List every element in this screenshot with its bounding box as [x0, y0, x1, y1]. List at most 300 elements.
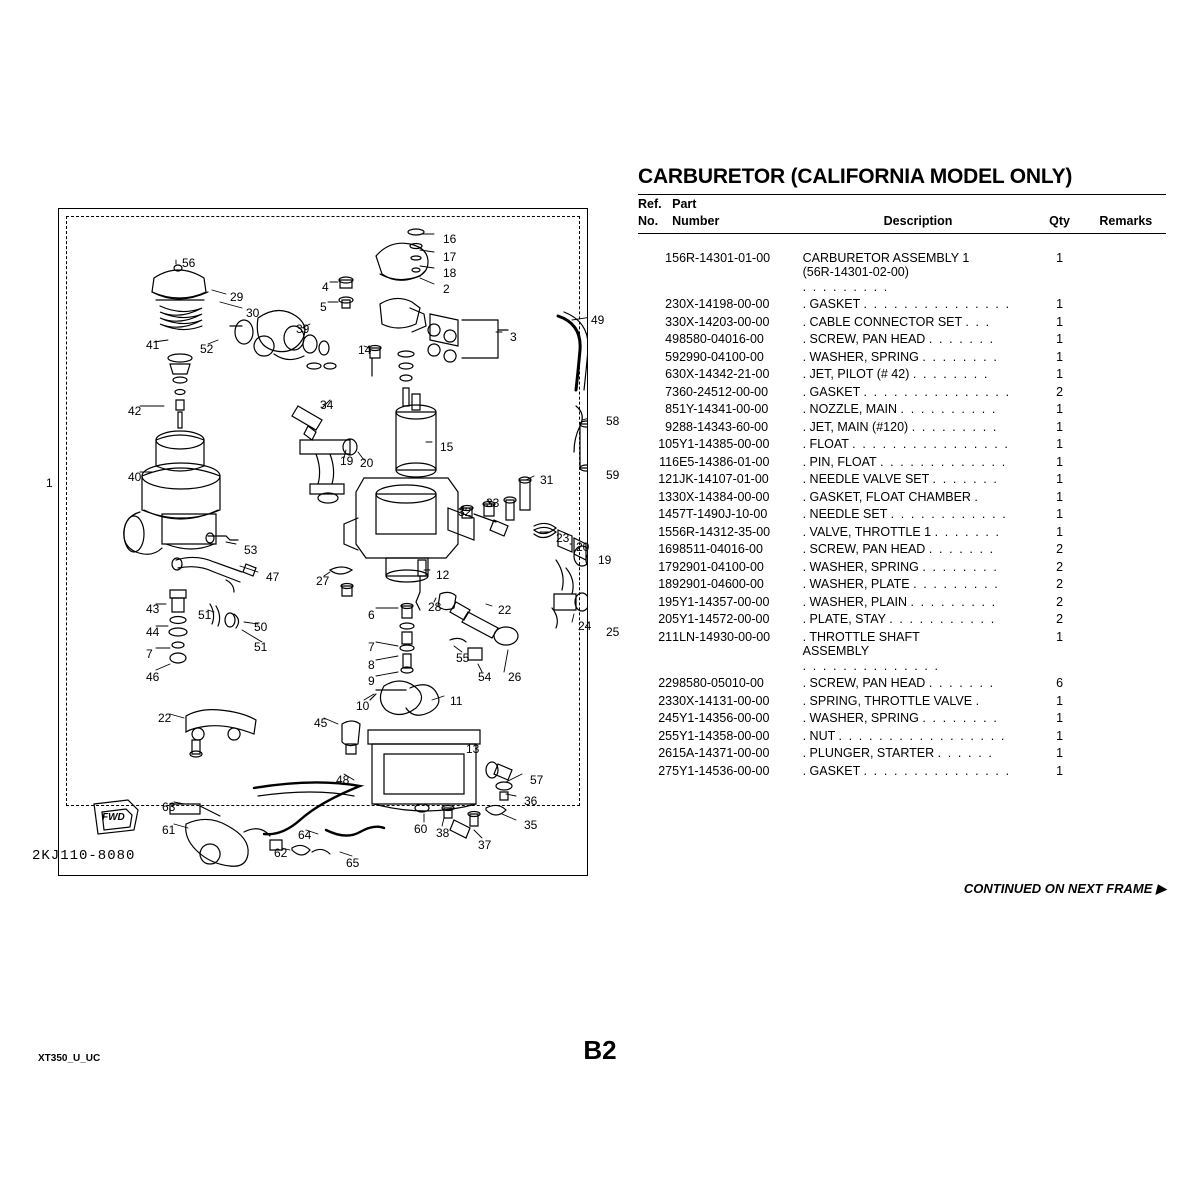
callout-number: 18 — [443, 266, 457, 280]
callout-number: 50 — [254, 620, 268, 634]
row-desc-text: . GASKET, FLOAT CHAMBER — [802, 489, 971, 504]
callout-number: 10 — [356, 699, 370, 713]
table-row — [638, 249, 1166, 296]
callout-number: 33 — [486, 496, 500, 510]
callout-number: 34 — [320, 398, 334, 412]
row-ref: 3 — [665, 314, 673, 329]
row-remarks — [1086, 366, 1166, 384]
callout-number: 32 — [458, 505, 472, 519]
row-ref: 15 — [658, 524, 673, 539]
callout-number: 24 — [578, 619, 592, 633]
table-row — [638, 488, 1166, 506]
callout-number: 44 — [146, 625, 160, 639]
row-ref: 14 — [658, 507, 673, 521]
row-part-number: 30X-14342-21-00 — [672, 367, 770, 381]
row-desc-text: . FLOAT — [802, 437, 849, 451]
parts-diagram — [32, 208, 620, 876]
parts-table-body — [638, 234, 1166, 780]
row-qty: 1 — [1056, 332, 1064, 346]
callout-number: 11 — [450, 694, 463, 708]
callout-number: 31 — [540, 473, 554, 487]
row-ref: 12 — [658, 472, 673, 486]
row-remarks — [1086, 727, 1166, 745]
row-dots: . . . . . . . . . . . . . — [879, 454, 1007, 469]
row-desc-text: . JET, MAIN (#120) — [802, 419, 909, 434]
callout-number: 65 — [346, 856, 360, 870]
row-part-number: 5Y1-14358-00-00 — [672, 728, 770, 743]
callout-number: 5 — [320, 300, 327, 314]
table-row — [638, 506, 1166, 524]
callout-number: 59 — [606, 468, 620, 482]
row-qty: 1 — [1056, 250, 1064, 265]
row-remarks — [1086, 453, 1166, 471]
callout-number: 43 — [146, 602, 160, 616]
row-dots: . . . . . . . . . . . . . . . — [863, 763, 1011, 778]
row-remarks — [1086, 418, 1166, 436]
row-part-number: 6E5-14386-01-00 — [672, 454, 770, 469]
row-description — [803, 348, 1034, 366]
table-row — [638, 523, 1166, 541]
row-part-number: 30X-14198-00-00 — [672, 297, 770, 311]
row-qty: 1 — [1056, 728, 1064, 743]
header-part-line1: Part — [672, 196, 697, 211]
row-remarks — [1086, 558, 1166, 576]
row-remarks — [1086, 348, 1166, 366]
table-row — [638, 710, 1166, 728]
callout-number: 13 — [466, 742, 480, 756]
row-ref: 24 — [658, 711, 673, 725]
callout-number: 15 — [440, 440, 454, 454]
row-ref: 1 — [665, 250, 673, 265]
callout-number: 56 — [182, 256, 196, 270]
row-ref: 16 — [658, 542, 673, 556]
row-part-number: 56R-14301-01-00 — [672, 250, 771, 265]
row-description — [803, 436, 1034, 454]
row-desc-text: . THROTTLE SHAFT — [802, 629, 920, 644]
callout-number: 27 — [316, 574, 330, 588]
callout-number: 16 — [443, 232, 457, 246]
row-ref: 8 — [665, 402, 673, 416]
row-description — [803, 313, 1034, 331]
row-description — [803, 727, 1034, 745]
callout-number: 9 — [368, 674, 375, 688]
row-desc-text: . JET, PILOT (# 42) — [802, 367, 910, 381]
callout-number: 19 — [340, 454, 354, 468]
row-remarks — [1086, 541, 1166, 559]
row-dots: . . . . . . . . . . . . . . . . — [852, 437, 1010, 451]
table-row — [638, 675, 1166, 693]
row-qty: 1 — [1056, 763, 1064, 778]
table-row — [638, 418, 1166, 436]
row-dots: . . . . . . . . — [912, 367, 989, 381]
callout-number: 51 — [198, 608, 212, 622]
row-remarks — [1086, 745, 1166, 763]
row-qty: 1 — [1056, 693, 1064, 708]
callout-number: 52 — [200, 342, 214, 356]
row-dots: . . . . . . . . . . . . . . — [802, 658, 940, 673]
table-row — [638, 331, 1166, 349]
row-qty: 6 — [1056, 676, 1064, 690]
row-dots: . . . . . . . . — [922, 559, 999, 574]
row-description — [803, 762, 1034, 780]
row-ref: 23 — [658, 693, 673, 708]
row-part-number: 57T-1490J-10-00 — [672, 507, 768, 521]
row-part-number: 98580-04016-00 — [672, 332, 764, 346]
callout-number: 20 — [360, 456, 374, 470]
row-part-number: 92990-04100-00 — [672, 349, 764, 364]
row-dots: . . . . . . . . — [922, 711, 999, 725]
row-remarks — [1086, 576, 1166, 594]
row-qty: 1 — [1056, 472, 1064, 486]
header-qty: Qty — [1049, 214, 1070, 228]
page-code: XT350_U_UC — [38, 1053, 101, 1064]
row-remarks — [1086, 593, 1166, 611]
callout-number: 46 — [146, 670, 160, 684]
row-dots: . . . . . . . . . . . . . . . . . — [838, 728, 1006, 743]
row-part-number: 288-14343-60-00 — [672, 419, 769, 434]
row-dots: . . . — [965, 314, 991, 329]
header-ref-line1: Ref. — [638, 196, 662, 211]
row-remarks — [1086, 471, 1166, 489]
row-dots: . . . . . . . — [928, 542, 995, 556]
table-row — [638, 436, 1166, 454]
callout-number: 58 — [606, 414, 620, 428]
callout-number: 51 — [254, 640, 268, 654]
row-description — [803, 296, 1034, 314]
row-ref: 25 — [658, 728, 673, 743]
row-ref: 2 — [665, 297, 673, 311]
callout-number: 1 — [46, 476, 53, 490]
row-remarks — [1086, 383, 1166, 401]
row-ref: 21 — [658, 629, 673, 644]
row-description — [803, 488, 1034, 506]
row-ref: 11 — [659, 454, 673, 469]
row-desc-text: . PIN, FLOAT — [802, 454, 877, 469]
row-description — [803, 471, 1034, 489]
row-ref: 6 — [665, 367, 673, 381]
row-remarks — [1086, 401, 1166, 419]
table-row — [638, 692, 1166, 710]
row-part-number: 15A-14371-00-00 — [672, 746, 770, 760]
row-ref: 22 — [658, 676, 673, 690]
table-row — [638, 296, 1166, 314]
callout-number: 60 — [414, 822, 428, 836]
callout-number: 12 — [436, 568, 450, 582]
table-row — [638, 471, 1166, 489]
row-qty: 1 — [1056, 746, 1064, 760]
callout-number: 62 — [274, 846, 288, 860]
row-description — [803, 710, 1034, 728]
callout-number: 38 — [436, 826, 450, 840]
row-part-number: 1JK-14107-01-00 — [672, 472, 769, 486]
row-desc-text: . WASHER, SPRING — [802, 711, 919, 725]
row-dots: . — [975, 693, 981, 708]
row-qty: 1 — [1056, 437, 1064, 451]
row-qty: 2 — [1056, 594, 1064, 609]
callout-number: 6 — [368, 608, 375, 622]
row-part-number: 1LN-14930-00-00 — [672, 629, 771, 644]
row-qty: 1 — [1056, 489, 1064, 504]
row-part-number: 98511-04016-00 — [672, 542, 763, 556]
row-qty: 1 — [1056, 524, 1064, 539]
row-desc-text: . SCREW, PAN HEAD — [802, 332, 926, 346]
table-row — [638, 401, 1166, 419]
row-desc-text: . WASHER, SPRING — [802, 349, 919, 364]
row-description — [803, 558, 1034, 576]
row-ref: 10 — [658, 437, 673, 451]
row-desc-text: . CABLE CONNECTOR SET — [802, 314, 962, 329]
row-desc-text: . NOZZLE, MAIN — [802, 402, 898, 416]
row-ref: 4 — [665, 332, 673, 346]
table-row — [638, 762, 1166, 780]
parts-list-panel — [638, 165, 1198, 780]
row-part-number: 51Y-14341-00-00 — [672, 402, 769, 416]
row-desc-text: . WASHER, PLATE — [802, 577, 910, 591]
row-description — [803, 418, 1034, 436]
callout-number: 28 — [428, 600, 442, 614]
row-qty: 1 — [1056, 507, 1064, 521]
row-remarks — [1086, 506, 1166, 524]
row-description — [803, 593, 1034, 611]
row-dots: . . . . . . . . . . . — [889, 612, 996, 626]
row-dots: . . . . . . . . . — [911, 419, 998, 434]
table-row — [638, 453, 1166, 471]
row-qty: 2 — [1056, 612, 1064, 626]
row-description — [803, 366, 1034, 384]
table-header — [638, 195, 1166, 230]
row-qty: 1 — [1056, 367, 1064, 381]
callout-number: 41 — [146, 338, 160, 352]
callout-number: 2 — [443, 282, 450, 296]
callout-number: 39 — [296, 322, 310, 336]
row-description — [803, 541, 1034, 559]
callout-number: 23 — [556, 531, 570, 545]
row-desc-text: . PLATE, STAY — [802, 612, 886, 626]
row-qty: 1 — [1056, 297, 1064, 311]
row-ref: 17 — [658, 559, 673, 574]
row-remarks — [1086, 249, 1166, 296]
callout-number: 36 — [524, 794, 538, 808]
row-ref: 20 — [658, 612, 673, 626]
row-description — [803, 383, 1034, 401]
row-desc-text: . GASKET — [802, 384, 861, 399]
row-description — [803, 453, 1034, 471]
table-row — [638, 576, 1166, 594]
callout-number: 35 — [524, 818, 538, 832]
row-qty: 2 — [1056, 542, 1064, 556]
row-qty: 1 — [1056, 711, 1064, 725]
row-description — [803, 745, 1034, 763]
row-part-number: 5Y1-14356-00-00 — [672, 711, 770, 725]
row-description — [803, 401, 1034, 419]
page-number: B2 — [583, 1035, 617, 1065]
row-remarks — [1086, 331, 1166, 349]
parts-table — [638, 195, 1166, 230]
row-description — [803, 692, 1034, 710]
row-remarks — [1086, 692, 1166, 710]
row-qty: 1 — [1056, 314, 1064, 329]
row-remarks — [1086, 710, 1166, 728]
callout-number: 40 — [128, 470, 142, 484]
header-part-line2: Number — [672, 214, 720, 228]
row-part-number: 30X-14131-00-00 — [672, 693, 770, 708]
row-part-number: 30X-14384-00-00 — [672, 489, 770, 504]
row-desc-text: . GASKET — [802, 763, 861, 778]
table-row — [638, 611, 1166, 629]
header-description: Description — [883, 214, 953, 228]
row-ref: 9 — [665, 419, 673, 434]
row-desc-text: . PLUNGER, STARTER — [802, 746, 935, 760]
row-remarks — [1086, 296, 1166, 314]
table-row — [638, 313, 1166, 331]
row-part-number: 5Y1-14536-00-00 — [672, 763, 770, 778]
callout-number: 61 — [162, 823, 176, 837]
row-part-number: 92901-04100-00 — [672, 559, 764, 574]
row-desc-subtext: ASSEMBLY — [802, 644, 870, 658]
callout-number: 45 — [314, 716, 328, 730]
row-qty: 2 — [1056, 384, 1064, 399]
row-desc-text: . SCREW, PAN HEAD — [802, 676, 926, 690]
row-dots: . . . . . . . . . . . . . . . — [863, 297, 1011, 311]
callout-number: 54 — [478, 670, 492, 684]
row-part-number: 5Y1-14385-00-00 — [672, 437, 770, 451]
row-ref: 5 — [665, 349, 673, 364]
row-dots: . . . . . . . — [934, 524, 1001, 539]
table-row — [638, 558, 1166, 576]
row-remarks — [1086, 488, 1166, 506]
row-dots: . . . . . . . . . — [910, 594, 997, 609]
row-description — [803, 249, 1034, 296]
callout-number: 3 — [510, 330, 517, 344]
header-ref-line2: No. — [638, 214, 659, 228]
fwd-arrow-label: FWD — [102, 812, 125, 823]
row-part-number: 92901-04600-00 — [672, 577, 764, 591]
row-part-number: 5Y1-14357-00-00 — [672, 594, 770, 609]
row-ref: 27 — [658, 763, 673, 778]
row-dots: . . . . . . . — [928, 332, 995, 346]
callout-number: 7 — [146, 647, 153, 661]
row-qty: 1 — [1056, 349, 1064, 364]
table-row — [638, 628, 1166, 675]
row-description — [803, 576, 1034, 594]
row-dots: . — [974, 489, 980, 504]
callout-number: 49 — [591, 313, 605, 327]
row-ref: 18 — [658, 577, 673, 591]
row-qty: 1 — [1056, 454, 1064, 469]
callout-number: 47 — [266, 570, 280, 584]
callout-number: 42 — [128, 404, 142, 418]
table-row — [638, 593, 1166, 611]
row-dots: . . . . . . — [937, 746, 994, 760]
row-remarks — [1086, 313, 1166, 331]
row-qty: 1 — [1056, 629, 1064, 644]
row-desc-text: CARBURETOR ASSEMBLY 1 — [802, 250, 970, 265]
callout-number: 53 — [244, 543, 258, 557]
row-ref: 19 — [658, 594, 673, 609]
row-description — [803, 331, 1034, 349]
callout-number: 22 — [498, 603, 512, 617]
row-qty: 2 — [1056, 577, 1064, 591]
row-description — [803, 675, 1034, 693]
header-remarks: Remarks — [1099, 214, 1153, 228]
callout-number: 57 — [530, 773, 544, 787]
table-row — [638, 383, 1166, 401]
row-dots: . . . . . . . . — [922, 349, 999, 364]
row-remarks — [1086, 611, 1166, 629]
callout-number: 25 — [606, 625, 620, 639]
row-remarks — [1086, 436, 1166, 454]
callout-number: 37 — [478, 838, 492, 852]
table-row — [638, 366, 1166, 384]
table-row — [638, 727, 1166, 745]
row-part-number: 30X-14203-00-00 — [672, 314, 770, 329]
row-desc-text: . GASKET — [802, 297, 861, 311]
callout-number: 64 — [298, 828, 312, 842]
callout-number: 17 — [443, 250, 457, 264]
row-desc-text: . WASHER, PLAIN — [802, 594, 908, 609]
row-qty: 1 — [1056, 419, 1064, 434]
diagram-code: 2KJ110-8080 — [32, 848, 136, 864]
page-title: CARBURETOR (CALIFORNIA MODEL ONLY) — [638, 165, 1073, 188]
row-qty: 1 — [1056, 402, 1064, 416]
callout-number: 7 — [368, 640, 375, 654]
row-ref: 13 — [658, 489, 673, 504]
row-remarks — [1086, 523, 1166, 541]
row-dots: . . . . . . . . . — [802, 279, 889, 294]
row-dots: . . . . . . . — [928, 676, 995, 690]
row-remarks — [1086, 675, 1166, 693]
row-desc-text: . SPRING, THROTTLE VALVE — [802, 693, 973, 708]
callout-number: 29 — [230, 290, 244, 304]
callout-number: 63 — [162, 800, 176, 814]
continued-note: CONTINUED ON NEXT FRAME ▶ — [963, 881, 1166, 896]
row-remarks — [1086, 762, 1166, 780]
row-remarks — [1086, 628, 1166, 675]
row-ref: 26 — [658, 746, 673, 760]
row-part-number: 5Y1-14572-00-00 — [672, 612, 770, 626]
row-desc-text: . VALVE, THROTTLE 1 — [802, 524, 932, 539]
table-row — [638, 745, 1166, 763]
row-description — [803, 611, 1034, 629]
row-dots: . . . . . . . . . . . . — [890, 507, 1008, 521]
row-dots: . . . . . . . . . — [913, 577, 1000, 591]
row-description — [803, 628, 1034, 675]
row-desc-text: . SCREW, PAN HEAD — [802, 542, 926, 556]
callout-number: 26 — [508, 670, 522, 684]
callout-number: 22 — [158, 711, 172, 725]
row-part-number: 98580-05010-00 — [672, 676, 764, 690]
row-part-number: 360-24512-00-00 — [672, 384, 769, 399]
callout-number: 4 — [322, 280, 329, 294]
row-description — [803, 523, 1034, 541]
row-desc-text: . WASHER, SPRING — [802, 559, 919, 574]
callout-number: 20 — [576, 540, 590, 554]
callout-number: 48 — [336, 773, 350, 787]
callout-number: 8 — [368, 658, 375, 672]
row-dots: . . . . . . . . . . . . . . . — [863, 384, 1011, 399]
callout-number: 14 — [358, 343, 372, 357]
row-desc-text: . NEEDLE VALVE SET — [802, 472, 930, 486]
row-description — [803, 506, 1034, 524]
row-desc-subtext: (56R-14301-02-00) — [802, 265, 909, 279]
row-part-number: 56R-14312-35-00 — [672, 524, 771, 539]
table-row — [638, 348, 1166, 366]
row-desc-text: . NEEDLE SET — [802, 507, 888, 521]
row-qty: 2 — [1056, 559, 1064, 574]
row-dots: . . . . . . . . . . — [900, 402, 997, 416]
table-row — [638, 541, 1166, 559]
row-ref: 7 — [665, 384, 673, 399]
